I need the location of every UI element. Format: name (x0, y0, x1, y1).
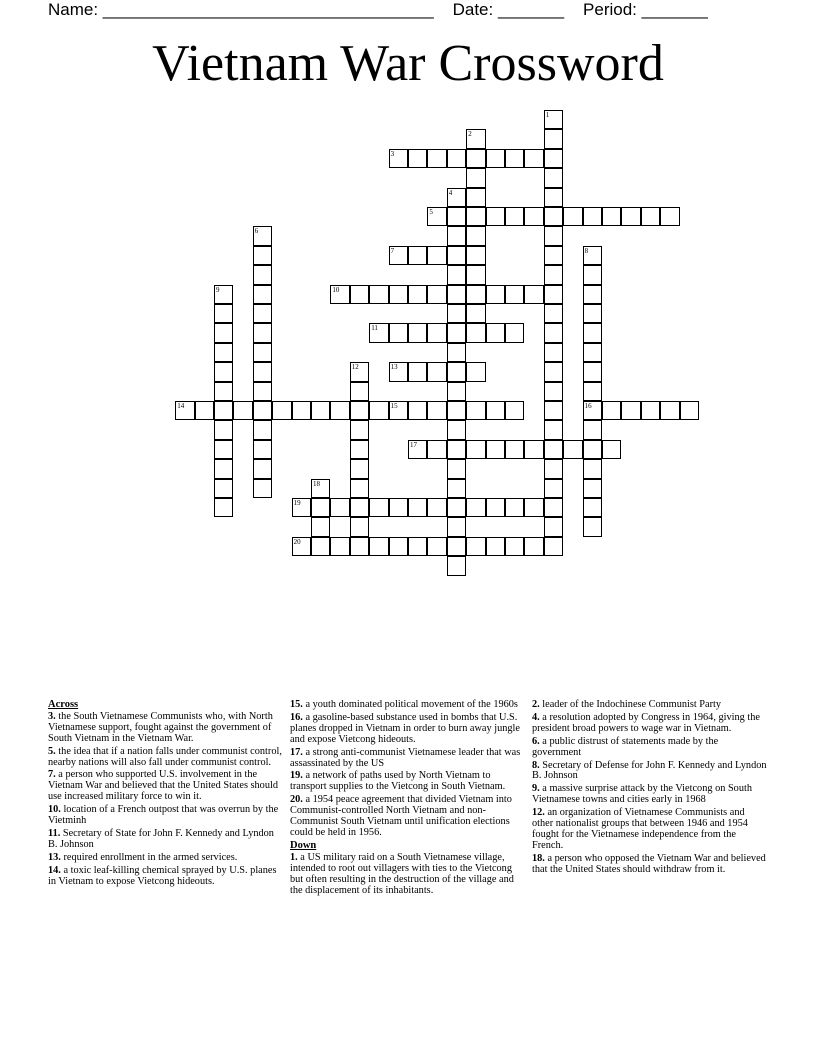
crossword-cell[interactable] (447, 440, 466, 459)
crossword-cell[interactable] (466, 207, 485, 226)
clue-number: 6 (254, 227, 259, 236)
crossword-cell[interactable] (563, 440, 582, 459)
crossword-cell[interactable] (583, 343, 602, 362)
clue-number-label: 11. (48, 827, 61, 839)
crossword-cell[interactable] (253, 401, 272, 420)
clue-number: 5 (429, 208, 433, 216)
crossword-cell[interactable] (524, 207, 543, 226)
crossword-cell[interactable] (466, 285, 485, 304)
clue-number: 18 (313, 479, 320, 488)
crossword-cell[interactable] (447, 382, 466, 401)
crossword-cell[interactable] (544, 537, 563, 556)
crossword-cell[interactable] (350, 285, 369, 304)
clue-column-2 (290, 700, 526, 898)
clue-number: 10 (332, 285, 340, 294)
crossword-cell[interactable] (505, 537, 524, 556)
crossword-cell[interactable] (486, 285, 505, 304)
crossword-cell[interactable] (505, 149, 524, 168)
crossword-cell[interactable] (350, 440, 369, 459)
crossword-cell[interactable] (583, 265, 602, 284)
crossword-cell[interactable] (389, 323, 408, 342)
crossword-cell[interactable] (505, 323, 524, 342)
clue-number: 17 (410, 440, 417, 449)
clue-text: a resolution adopted by Congress in 1964, giving the president broad powers to wage war in Vietnam. (532, 711, 760, 734)
crossword-cell[interactable] (350, 459, 369, 478)
crossword-cell[interactable] (583, 498, 602, 517)
clue-number: 9 (216, 285, 220, 294)
clue-text: location of a French outpost that was overrun by the Vietminh (48, 804, 279, 827)
crossword-cell[interactable] (486, 537, 505, 556)
crossword-cell[interactable] (253, 226, 272, 245)
crossword-cell[interactable] (505, 440, 524, 459)
clue-item (48, 866, 284, 888)
crossword-cell[interactable] (214, 382, 233, 401)
across-clues-part-1 (48, 712, 284, 888)
clue-number: 20 (293, 537, 301, 546)
clue-number-label: 5. (48, 745, 56, 757)
crossword-cell[interactable] (214, 401, 233, 420)
clue-number-label: 3. (48, 710, 56, 722)
crossword-cell[interactable] (602, 440, 621, 459)
crossword-cell[interactable] (583, 479, 602, 498)
crossword-cell[interactable] (214, 498, 233, 517)
crossword-cell[interactable] (583, 323, 602, 342)
clue-text: leader of the Indochinese Communist Party (539, 699, 722, 710)
crossword-cell[interactable] (350, 362, 369, 381)
crossword-cell[interactable] (272, 401, 291, 420)
crossword-cell[interactable] (544, 149, 563, 168)
crossword-cell[interactable] (214, 479, 233, 498)
crossword-cell[interactable] (311, 537, 330, 556)
crossword-cell[interactable] (466, 129, 485, 148)
crossword-cell[interactable] (350, 420, 369, 439)
clue-item (532, 808, 768, 852)
clue-text: Secretary of State for John F. Kennedy and Lyndon B. Johnson (48, 827, 274, 850)
clue-number-label: 6. (532, 735, 540, 747)
crossword-cell[interactable] (350, 479, 369, 498)
clue-text: the South Vietnamese Communists who, with North Vietnamese support, fought against the government of South Vietnam in the Vietnam War. (48, 710, 273, 744)
clue-text: an organization of Vietnamese Communists and other nationalist groups that between 1946 and 1954 fought for the Vietnamese independence from the French. (532, 807, 748, 851)
crossword-cell[interactable] (583, 420, 602, 439)
clue-item (532, 713, 768, 735)
crossword-cell[interactable] (544, 440, 563, 459)
crossword-cell[interactable] (544, 226, 563, 245)
crossword-cell[interactable] (466, 401, 485, 420)
clue-text: Secretary of Defense for John F. Kennedy and Lyndon B. Johnson (532, 759, 767, 782)
crossword-cell[interactable] (466, 323, 485, 342)
clue-item (290, 795, 526, 839)
clue-item (48, 770, 284, 803)
across-heading: Across (48, 699, 79, 710)
crossword-cell[interactable] (544, 479, 563, 498)
clue-number: 14 (177, 402, 185, 410)
crossword-cell[interactable] (253, 459, 272, 478)
clue-item (48, 829, 284, 851)
crossword-cell[interactable] (195, 401, 214, 420)
crossword-cell[interactable] (408, 285, 427, 304)
clue-number-label: 20. (290, 794, 303, 806)
crossword-cell[interactable] (427, 285, 446, 304)
crossword-cell[interactable] (524, 537, 543, 556)
crossword-cell[interactable] (253, 382, 272, 401)
clue-text: a person who opposed the Vietnam War and believed that the United States should withdraw from it. (532, 852, 766, 875)
clue-item (290, 713, 526, 746)
crossword-cell[interactable] (369, 537, 388, 556)
crossword-cell[interactable] (214, 420, 233, 439)
crossword-cell[interactable] (544, 110, 563, 129)
page-title: Vietnam War Crossword (152, 35, 664, 92)
crossword-cell[interactable] (621, 401, 640, 420)
crossword-cell[interactable] (253, 304, 272, 323)
crossword-cell[interactable] (389, 285, 408, 304)
crossword-cell[interactable] (583, 285, 602, 304)
clue-number-label: 2. (532, 699, 540, 710)
crossword-cell[interactable] (544, 323, 563, 342)
clue-number: 11 (371, 324, 378, 333)
crossword-cell[interactable] (680, 401, 699, 420)
crossword-cell[interactable] (253, 420, 272, 439)
crossword-cell[interactable] (330, 401, 349, 420)
crossword-cell[interactable] (544, 517, 563, 536)
crossword-cell[interactable] (447, 323, 466, 342)
crossword-cell[interactable] (447, 537, 466, 556)
crossword-cell[interactable] (408, 246, 427, 265)
crossword-cell[interactable] (350, 517, 369, 536)
clue-item (532, 784, 768, 806)
clue-number: 2 (468, 130, 472, 139)
crossword-cell[interactable] (466, 265, 485, 284)
crossword-cell[interactable] (486, 323, 505, 342)
clue-number: 13 (390, 363, 398, 372)
clue-text: a strong anti-communist Vietnamese leader that was assassinated by the US (290, 746, 521, 769)
crossword-cell[interactable] (369, 401, 388, 420)
crossword-cell[interactable] (466, 246, 485, 265)
crossword-cell[interactable] (447, 207, 466, 226)
crossword-cell[interactable] (544, 246, 563, 265)
clue-text: a 1954 peace agreement that divided Vietnam into Communist-controlled North Vietnam and non-Communist South Vietnam until unification elections could be held in 1956. (290, 794, 512, 838)
crossword-cell[interactable] (583, 304, 602, 323)
clue-number-label: 15. (290, 699, 303, 710)
crossword-cell[interactable] (505, 498, 524, 517)
crossword-cell[interactable] (389, 537, 408, 556)
crossword-cell[interactable] (583, 207, 602, 226)
clue-number-label: 7. (48, 769, 56, 781)
crossword-cell[interactable] (447, 285, 466, 304)
crossword-cell[interactable] (544, 168, 563, 187)
clue-item (532, 854, 768, 876)
crossword-cell[interactable] (466, 537, 485, 556)
crossword-cell[interactable] (350, 382, 369, 401)
down-heading: Down (290, 839, 317, 851)
crossword-cell[interactable] (311, 517, 330, 536)
crossword-cell[interactable] (583, 401, 602, 420)
crossword-cell[interactable] (427, 362, 446, 381)
clue-number-label: 4. (532, 711, 540, 723)
clue-number: 15 (390, 402, 398, 410)
crossword-cell[interactable] (330, 498, 349, 517)
crossword-cell[interactable] (311, 401, 330, 420)
crossword-cell[interactable] (447, 226, 466, 245)
clue-number: 4 (448, 188, 453, 197)
crossword-cell[interactable] (447, 343, 466, 362)
crossword-cell[interactable] (447, 149, 466, 168)
clue-item (48, 747, 284, 769)
crossword-cell[interactable] (175, 401, 194, 420)
clue-text: a toxic leaf-killing chemical sprayed by U.S. planes in Vietnam to expose Vietcong hideouts. (48, 864, 277, 887)
crossword-cell[interactable] (466, 440, 485, 459)
crossword-cell[interactable] (311, 498, 330, 517)
crossword-cell[interactable] (253, 362, 272, 381)
crossword-cell[interactable] (447, 265, 466, 284)
crossword-cell[interactable] (233, 401, 252, 420)
crossword-cell[interactable] (447, 556, 466, 575)
crossword-cell[interactable] (583, 459, 602, 478)
crossword-cell[interactable] (544, 401, 563, 420)
crossword-cell[interactable] (350, 537, 369, 556)
crossword-cell[interactable] (544, 207, 563, 226)
crossword-cell[interactable] (330, 285, 349, 304)
crossword-cell[interactable] (486, 498, 505, 517)
clue-number-label: 18. (532, 852, 545, 864)
crossword-cell[interactable] (544, 382, 563, 401)
crossword-cell[interactable] (544, 498, 563, 517)
clue-number-label: 9. (532, 783, 540, 795)
crossword-cell[interactable] (369, 498, 388, 517)
crossword-cell[interactable] (524, 440, 543, 459)
clue-text: a US military raid on a South Vietnamese village, intended to root out villagers with ties to the Vietcong but often resulting in the destruction of the village and the displacement of its inhabitants. (290, 851, 514, 896)
crossword-cell[interactable] (408, 440, 427, 459)
crossword-cell[interactable] (447, 401, 466, 420)
crossword-cell[interactable] (447, 304, 466, 323)
crossword-cell[interactable] (214, 285, 233, 304)
crossword-cell[interactable] (408, 498, 427, 517)
clue-number-label: 10. (48, 804, 61, 816)
crossword-cell[interactable] (389, 362, 408, 381)
crossword-cell[interactable] (408, 149, 427, 168)
clue-number: 19 (293, 499, 301, 507)
crossword-cell[interactable] (641, 401, 660, 420)
crossword-cell[interactable] (427, 401, 446, 420)
crossword-cell[interactable] (660, 207, 679, 226)
crossword-cell[interactable] (427, 207, 446, 226)
clue-column-1 (48, 700, 284, 890)
clue-item (290, 853, 526, 897)
crossword-cell[interactable] (466, 168, 485, 187)
crossword-cell[interactable] (389, 401, 408, 420)
clue-text: a network of paths used by North Vietnam to transport supplies to the Vietcong in South Vietnam. (290, 770, 506, 793)
crossword-cell[interactable] (447, 246, 466, 265)
crossword-cell[interactable] (311, 479, 330, 498)
crossword-cell[interactable] (389, 246, 408, 265)
clue-number-label: 14. (48, 864, 61, 876)
crossword-cell[interactable] (408, 537, 427, 556)
crossword-cell[interactable] (292, 498, 311, 517)
down-clues-part-1 (290, 853, 526, 897)
clue-number-label: 16. (290, 711, 303, 723)
clue-item (532, 761, 768, 783)
clue-number: 12 (351, 363, 359, 372)
crossword-cell[interactable] (486, 401, 505, 420)
crossword-cell[interactable] (447, 517, 466, 536)
crossword-cell[interactable] (544, 420, 563, 439)
clue-item (48, 853, 284, 864)
crossword-cell[interactable] (447, 479, 466, 498)
clue-item (532, 700, 768, 711)
crossword-cell[interactable] (253, 285, 272, 304)
clue-column-3 (532, 700, 768, 878)
crossword-cell[interactable] (253, 246, 272, 265)
crossword-cell[interactable] (447, 420, 466, 439)
clue-number-label: 17. (290, 746, 303, 758)
crossword-cell[interactable] (214, 323, 233, 342)
crossword-cell[interactable] (660, 401, 679, 420)
crossword-cell[interactable] (563, 207, 582, 226)
crossword-cell[interactable] (214, 343, 233, 362)
crossword-cell[interactable] (447, 498, 466, 517)
clue-number-label: 1. (290, 851, 298, 863)
clue-item (290, 748, 526, 770)
clue-number: 7 (390, 246, 395, 255)
clue-item (48, 712, 284, 745)
clue-number-label: 8. (532, 759, 540, 771)
crossword-cell[interactable] (583, 382, 602, 401)
crossword-cell[interactable] (427, 537, 446, 556)
crossword-cell[interactable] (505, 207, 524, 226)
crossword-cell[interactable] (447, 362, 466, 381)
clue-number: 8 (584, 246, 589, 255)
crossword-cell[interactable] (253, 440, 272, 459)
crossword-cell[interactable] (292, 537, 311, 556)
header-fields: Name: ___________________________________ Date: _______ Period: _______ (48, 0, 708, 19)
clue-text: a massive surprise attack by the Vietcong on South Vietnamese towns and cities early in 1968 (532, 783, 752, 806)
crossword-cell[interactable] (466, 362, 485, 381)
crossword-cell[interactable] (466, 149, 485, 168)
crossword-cell[interactable] (466, 498, 485, 517)
crossword-cell[interactable] (544, 265, 563, 284)
clue-text: a person who supported U.S. involvement in the Vietnam War and believed that the United States should use increased military force to win it. (48, 769, 278, 803)
crossword-cell[interactable] (544, 129, 563, 148)
crossword-cell[interactable] (408, 362, 427, 381)
crossword-cell[interactable] (486, 440, 505, 459)
crossword-cell[interactable] (621, 207, 640, 226)
crossword-cell[interactable] (524, 149, 543, 168)
crossword-cell[interactable] (214, 440, 233, 459)
clue-text: a gasoline-based substance used in bombs that U.S. planes dropped in Vietnam in order to burn away jungle and expose Vietcong hideouts. (290, 711, 520, 745)
clue-number-label: 12. (532, 807, 545, 819)
crossword-cell[interactable] (253, 323, 272, 342)
clue-number-label: 13. (48, 851, 61, 863)
clue-number: 16 (584, 402, 592, 410)
crossword-cell[interactable] (389, 498, 408, 517)
clue-text: a public distrust of statements made by the government (532, 735, 719, 758)
clue-item (48, 805, 284, 827)
crossword-cell[interactable] (447, 188, 466, 207)
crossword-cell[interactable] (466, 188, 485, 207)
crossword-cell[interactable] (486, 149, 505, 168)
crossword-cell[interactable] (524, 498, 543, 517)
crossword-cell[interactable] (544, 304, 563, 323)
crossword-cell[interactable] (389, 149, 408, 168)
crossword-cell[interactable] (602, 401, 621, 420)
crossword-cell[interactable] (544, 459, 563, 478)
crossword-cell[interactable] (466, 304, 485, 323)
crossword-cell[interactable] (505, 285, 524, 304)
crossword-cell[interactable] (544, 343, 563, 362)
clue-number: 1 (545, 111, 550, 119)
crossword-cell[interactable] (253, 265, 272, 284)
crossword-cell[interactable] (369, 323, 388, 342)
crossword-cell[interactable] (524, 285, 543, 304)
crossword-cell[interactable] (253, 343, 272, 362)
crossword-cell[interactable] (583, 517, 602, 536)
crossword-cell[interactable] (214, 362, 233, 381)
clue-text: the idea that if a nation falls under communist control, nearby nations will also fall under communist control. (48, 745, 282, 768)
crossword-cell[interactable] (583, 440, 602, 459)
down-clues-part-2 (532, 700, 768, 876)
across-clues-part-2 (290, 700, 526, 839)
crossword-cell[interactable] (408, 401, 427, 420)
clue-item (532, 737, 768, 759)
crossword-cell[interactable] (544, 188, 563, 207)
crossword-cell[interactable] (350, 401, 369, 420)
crossword-cell[interactable] (369, 285, 388, 304)
crossword-cell[interactable] (350, 498, 369, 517)
crossword-cell[interactable] (427, 498, 446, 517)
crossword-cell[interactable] (427, 246, 446, 265)
crossword-cell[interactable] (427, 323, 446, 342)
crossword-cell[interactable] (486, 207, 505, 226)
crossword-cell[interactable] (583, 246, 602, 265)
crossword-cell[interactable] (466, 226, 485, 245)
crossword-cell[interactable] (544, 362, 563, 381)
crossword-cell[interactable] (602, 207, 621, 226)
clue-text: a youth dominated political movement of the 1960s (302, 699, 518, 710)
crossword-cell[interactable] (253, 479, 272, 498)
crossword-cell[interactable] (505, 401, 524, 420)
clue-text: required enrollment in the armed services. (60, 851, 238, 863)
crossword-cell[interactable] (447, 459, 466, 478)
clue-item (290, 771, 526, 793)
clue-number: 3 (390, 149, 395, 158)
crossword-cell[interactable] (408, 323, 427, 342)
crossword-cell[interactable] (427, 149, 446, 168)
crossword-cell[interactable] (214, 459, 233, 478)
crossword-cell[interactable] (292, 401, 311, 420)
crossword-cell[interactable] (214, 304, 233, 323)
crossword-cell[interactable] (641, 207, 660, 226)
crossword-cell[interactable] (583, 362, 602, 381)
clue-item (290, 700, 526, 711)
clue-number-label: 19. (290, 770, 303, 782)
crossword-cell[interactable] (427, 440, 446, 459)
crossword-cell[interactable] (330, 537, 349, 556)
crossword-cell[interactable] (544, 285, 563, 304)
